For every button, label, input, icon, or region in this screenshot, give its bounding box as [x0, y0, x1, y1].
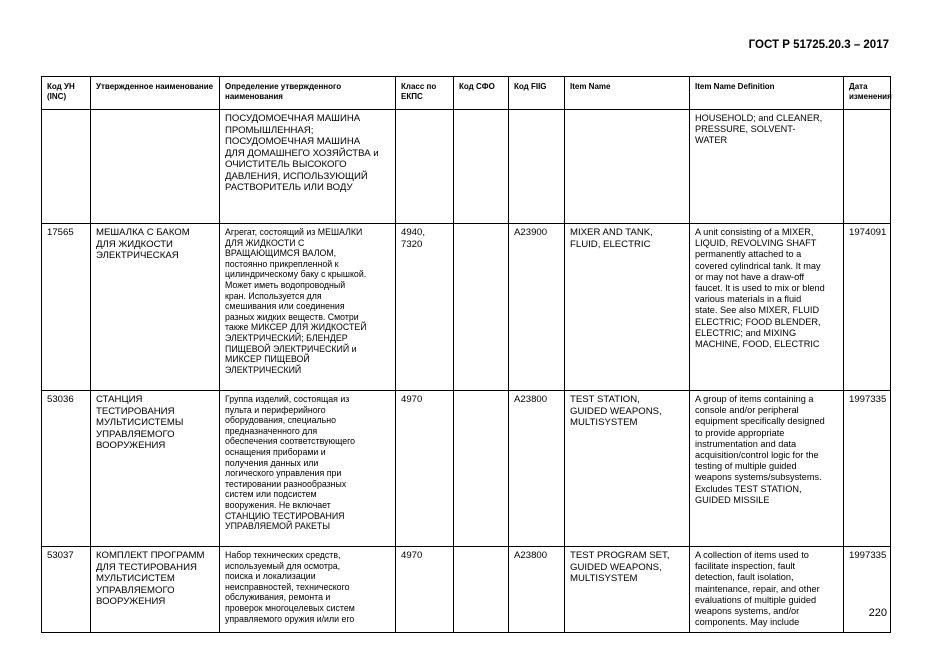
page-number: 220 — [868, 607, 887, 619]
text-line: оснащения приборами и — [225, 446, 326, 457]
text-line: ТЕСТИРОВАНИЯ — [96, 405, 175, 417]
text-line: ЭЛЕКТРИЧЕСКИЙ — [225, 364, 302, 375]
cell-date: 1997335 — [844, 391, 891, 547]
table-row — [42, 110, 891, 224]
text-line: MULTISYSTEM — [570, 573, 638, 584]
text-line: логического управления при — [225, 468, 342, 479]
cell-date: 1974091 — [844, 224, 891, 391]
text-line: МУЛЬТИСИСТЕМЫ — [96, 417, 184, 428]
cell-item-name — [565, 391, 690, 547]
text-line: or may not have a draw-off — [695, 271, 805, 282]
col-header-item-name: Item Name — [565, 77, 690, 110]
text-line: MACHINE, FOOD, ELECTRIC — [695, 339, 820, 350]
text-line: ОЧИСТИТЕЛЬ ВЫСОКОГО — [225, 159, 347, 170]
col-header-definition: Определение утвержденного наименования — [220, 77, 396, 110]
cell-item-definition — [690, 110, 844, 224]
document-code: ГОСТ Р 51725.20.3 – 2017 — [748, 39, 889, 51]
col-header-date: Дата изменения — [844, 77, 891, 110]
table-row — [42, 224, 891, 391]
text-line: неисправностей, технического — [225, 581, 350, 592]
col-header-approved-name: Утвержденное наименование — [91, 77, 220, 110]
text-line: ДЛЯ ЖИДКОСТИ — [96, 238, 173, 250]
text-line: МУЛЬТИСИСТЕМ — [96, 573, 175, 584]
text-line: оборудования, специально — [225, 415, 337, 426]
text-line: 7320 — [401, 238, 423, 250]
text-line: получения данных или — [225, 457, 319, 468]
text-line: weapons systems/subsystems. — [695, 472, 822, 483]
text-line: обеспечения соответствующего — [225, 436, 356, 447]
text-line: facilitate inspection, fault — [695, 561, 796, 572]
text-line: разных жидких веществ. Смотри — [225, 311, 359, 322]
cell-item-definition — [690, 547, 844, 633]
text-line: используемый для осмотра, — [225, 560, 341, 571]
text-line: ВООРУЖЕНИЯ — [96, 596, 166, 607]
text-line: state. See also MIXER, FLUID — [695, 305, 820, 316]
cell-item-name — [565, 547, 690, 633]
text-line: поиска и локализации — [225, 571, 316, 582]
cell-item-name — [565, 224, 690, 391]
text-line: MIXER AND TANK, — [570, 227, 653, 238]
text-line: тестировании разнообразных — [225, 478, 347, 489]
text-line: GUIDED WEAPONS, — [570, 405, 662, 417]
text-line: ВРАЩАЮЩИМСЯ ВАЛОМ, — [225, 248, 337, 259]
text-line: УПРАВЛЯЕМОГО — [96, 584, 175, 596]
text-line: КОМПЛЕКТ ПРОГРАММ — [96, 550, 205, 561]
text-line: maintenance, repair, and other — [695, 583, 820, 594]
cell-class — [396, 110, 454, 224]
cell-approved-name — [91, 224, 220, 391]
cell-definition — [220, 110, 396, 224]
text-line: МЕШАЛКА С БАКОМ — [96, 227, 190, 238]
cell-approved-name — [91, 391, 220, 547]
text-line: ВООРУЖЕНИЯ — [96, 440, 166, 451]
text-line: weapons systems, and/or — [695, 606, 800, 617]
cell-date — [844, 110, 891, 224]
table-row — [42, 391, 891, 547]
cell-class: 4970 — [396, 391, 454, 547]
text-line: detection, fault isolation, — [695, 572, 794, 583]
text-line: кран. Используется для — [225, 290, 322, 301]
text-line: МИКСЕР ПИЩЕВОЙ — [225, 354, 310, 365]
cell-sfo — [454, 391, 509, 547]
cell-class — [396, 224, 454, 391]
text-line: пульта и периферийного — [225, 404, 326, 415]
text-line: MULTISYSTEM — [570, 417, 638, 428]
cell-fiig: A23800 — [509, 547, 565, 633]
cell-approved-name — [91, 547, 220, 633]
cell-definition — [220, 391, 396, 547]
text-line: HOUSEHOLD; and CLEANER, — [695, 113, 823, 123]
text-line: СТАНЦИЮ ТЕСТИРОВАНИЯ — [225, 510, 345, 521]
text-line: ПИЩЕВОЙ ЭЛЕКТРИЧЕСКИЙ и — [225, 343, 357, 354]
text-line: Excludes TEST STATION, — [695, 483, 802, 494]
cell-item-definition — [690, 224, 844, 391]
text-line: также МИКСЕР ДЛЯ ЖИДКОСТЕЙ — [225, 322, 367, 333]
text-line: permanently attached to a — [695, 249, 802, 260]
col-header-class: Класс по ЕКПС — [396, 77, 454, 110]
col-header-inc: Код УН (INC) — [42, 77, 91, 110]
text-line: ЭЛЕКТРИЧЕСКИЙ; БЛЕНДЕР — [225, 332, 348, 343]
text-line: РАСТВОРИТЕЛЬ ИЛИ ВОДУ — [225, 182, 353, 193]
text-line: ПРОМЫШЛЕННАЯ; — [225, 124, 314, 136]
text-line: faucet. It is used to mix or blend — [695, 283, 825, 294]
text-line: ПОСУДОМОЕЧНАЯ МАШИНА — [225, 136, 361, 147]
cell-approved-name — [91, 110, 220, 224]
text-line: постоянно прикрепленной к — [225, 258, 339, 269]
text-line: A collection of items used to — [695, 550, 809, 560]
text-line: WATER — [695, 135, 728, 146]
text-line: ДЛЯ ЖИДКОСТИ С — [225, 237, 305, 248]
cell-class: 4970 — [396, 547, 454, 633]
table-header-row — [42, 77, 891, 110]
text-line: управляемого оружия и/или его — [225, 613, 355, 624]
text-line: LIQUID, REVOLVING SHAFT — [695, 238, 817, 249]
text-line: Набор технических средств, — [225, 550, 341, 560]
cell-fiig: A23800 — [509, 391, 565, 547]
text-line: to provide appropriate — [695, 427, 785, 438]
cell-inc: 53036 — [42, 391, 91, 547]
text-line: вооружения. Не включает — [225, 499, 331, 510]
cell-fiig — [509, 110, 565, 224]
text-line: обслуживания, ремонта и — [225, 592, 331, 603]
text-line: A unit consisting of a MIXER, — [695, 227, 814, 237]
cell-item-name — [565, 110, 690, 224]
text-line: цилиндрическому баку с крышкой. — [225, 269, 367, 280]
text-line: предназначенного для — [225, 425, 318, 436]
cell-definition — [220, 547, 396, 633]
text-line: components. May include — [695, 617, 800, 628]
cell-item-definition — [690, 391, 844, 547]
text-line: A group of items containing a — [695, 394, 814, 404]
text-line: instrumentation and data — [695, 438, 797, 449]
text-line: систем или подсистем — [225, 489, 317, 500]
col-header-sfo: Код СФО — [454, 77, 509, 110]
cell-definition — [220, 224, 396, 391]
text-line: УПРАВЛЯЕМОЙ РАКЕТЫ — [225, 521, 331, 532]
cell-date: 1997335 — [844, 547, 891, 633]
text-line: СТАНЦИЯ — [96, 394, 143, 405]
text-line: covered cylindrical tank. It may — [695, 260, 821, 271]
cell-fiig: A23900 — [509, 224, 565, 391]
text-line: GUIDED MISSILE — [695, 494, 770, 505]
text-line: equipment specifically designed — [695, 416, 825, 427]
text-line: TEST PROGRAM SET, — [570, 550, 670, 561]
text-line: УПРАВЛЯЕМОГО — [96, 428, 175, 440]
text-line: ДАВЛЕНИЯ, ИСПОЛЬЗУЮЩИЙ — [225, 170, 368, 182]
nomenclature-table — [41, 76, 891, 633]
text-line: Агрегат, состоящий из МЕШАЛКИ — [225, 227, 363, 237]
text-line: GUIDED WEAPONS, — [570, 561, 662, 573]
text-line: console and/or peripheral — [695, 405, 799, 416]
cell-sfo — [454, 110, 509, 224]
text-line: 4940, — [401, 227, 426, 238]
col-header-item-definition: Item Name Definition — [690, 77, 844, 110]
text-line: FLUID, ELECTRIC — [570, 238, 651, 250]
text-line: evaluations of multiple guided — [695, 594, 817, 605]
text-line: ДЛЯ ТЕСТИРОВАНИЯ — [96, 561, 197, 573]
cell-inc — [42, 110, 91, 224]
text-line: acquisition/control logic for the — [695, 450, 819, 461]
text-line: ELECTRIC; and MIXING — [695, 327, 797, 338]
table-row — [42, 547, 891, 633]
text-line: смешивания или соединения — [225, 301, 345, 312]
text-line: Может иметь водопроводный — [225, 279, 346, 290]
cell-inc: 53037 — [42, 547, 91, 633]
text-line: various materials in a fluid — [695, 294, 802, 305]
text-line: PRESSURE, SOLVENT- — [695, 124, 796, 135]
cell-sfo — [454, 224, 509, 391]
text-line: проверок многоцелевых систем — [225, 602, 355, 613]
text-line: ДЛЯ ДОМАШНЕГО ХОЗЯЙСТВА и — [225, 147, 379, 159]
cell-inc: 17565 — [42, 224, 91, 391]
cell-sfo — [454, 547, 509, 633]
text-line: Группа изделий, состоящая из — [225, 394, 350, 404]
col-header-fiig: Код FIIG — [509, 77, 565, 110]
text-line: TEST STATION, — [570, 394, 640, 405]
text-line: ELECTRIC; FOOD BLENDER, — [695, 316, 821, 327]
text-line: ПОСУДОМОЕЧНАЯ МАШИНА — [225, 113, 361, 124]
text-line: testing of multiple guided — [695, 461, 797, 472]
text-line: ЭЛЕКТРИЧЕСКАЯ — [96, 250, 179, 261]
